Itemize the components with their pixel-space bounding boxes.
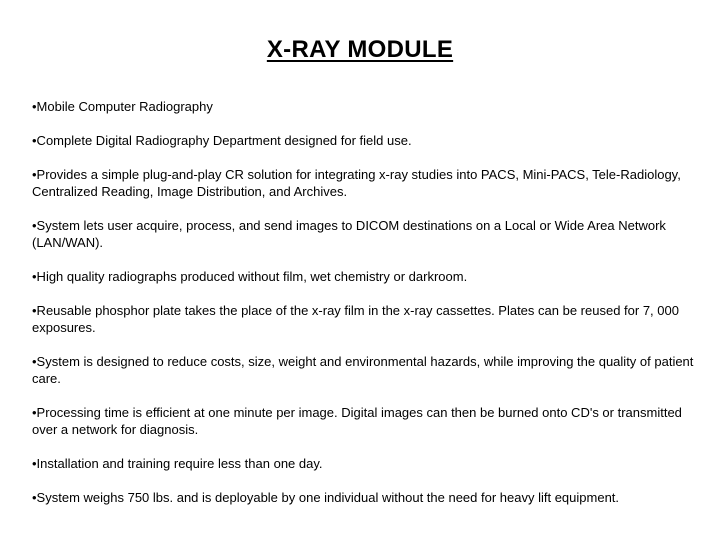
bullet-item: •Reusable phosphor plate takes the place of the x-ray film in the x-ray cassettes. Plates can be reused for 7, 000 exposures.	[32, 303, 679, 335]
bullet-item: •High quality radiographs produced without film, wet chemistry or darkroom.	[32, 269, 468, 284]
bullet-item: •System lets user acquire, process, and send images to DICOM destinations on a Local or Wide Area Network (LAN/WAN).	[32, 218, 666, 250]
bullet-item: •Provides a simple plug-and-play CR solution for integrating x-ray studies into PACS, Mini-PACS, Tele-Radiology, Centralized Reading, Image Distribution, and Archives.	[32, 167, 681, 199]
slide-title: X-RAY MODULE	[266, 36, 454, 63]
bullet-item: •System weighs 750 lbs. and is deployable by one individual without the need for heavy lift equipment.	[32, 490, 620, 505]
bullet-item: •Installation and training require less than one day.	[32, 456, 323, 471]
bullet-list	[32, 98, 696, 523]
bullet-item: •System is designed to reduce costs, size, weight and environmental hazards, while improving the quality of patient care.	[32, 354, 694, 386]
bullet-item: •Processing time is efficient at one minute per image. Digital images can then be burned onto CD's or transmitted over a network for diagnosis.	[32, 405, 682, 437]
bullet-item: •Complete Digital Radiography Department designed for field use.	[32, 133, 412, 148]
bullet-item: •Mobile Computer Radiography	[32, 99, 213, 114]
